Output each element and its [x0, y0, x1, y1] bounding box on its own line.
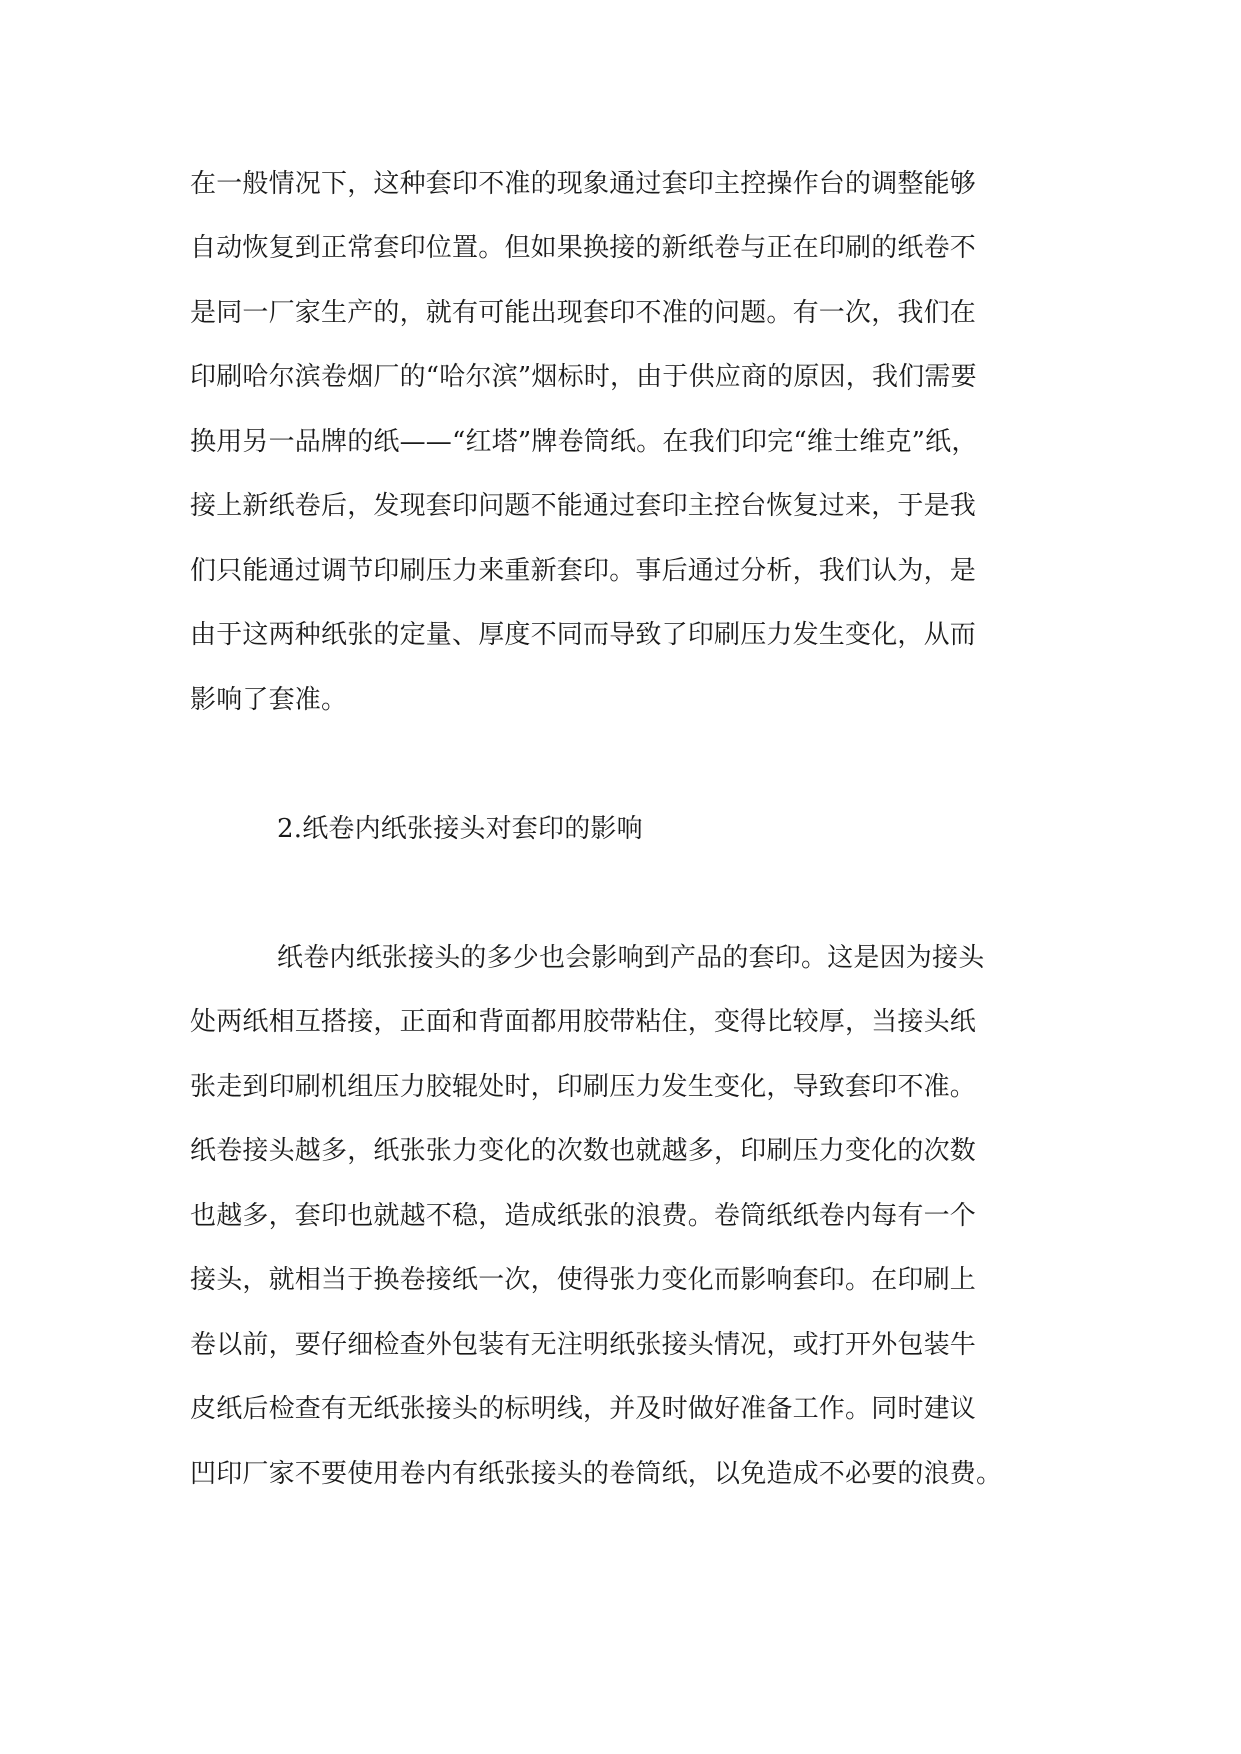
paragraph1-line-3: 是同一厂家生产的，就有可能出现套印不准的问题。有一次，我们在 [190, 298, 977, 328]
paragraph1-line-2: 自动恢复到正常套印位置。但如果换接的新纸卷与正在印刷的纸卷不 [190, 233, 977, 263]
paragraph2-line-4: 纸卷接头越多，纸张张力变化的次数也就越多，印刷压力变化的次数 [190, 1136, 977, 1166]
paragraph2-line-8: 皮纸后检查有无纸张接头的标明线，并及时做好准备工作。同时建议 [190, 1394, 977, 1424]
paragraph2-line-3: 张走到印刷机组压力胶辊处时，印刷压力发生变化，导致套印不准。 [190, 1072, 977, 1102]
paragraph1-line-7: 们只能通过调节印刷压力来重新套印。事后通过分析，我们认为，是 [190, 556, 977, 586]
paragraph1-line-8: 由于这两种纸张的定量、厚度不同而导致了印刷压力发生变化，从而 [190, 620, 977, 650]
paragraph2-line-5: 也越多，套印也就越不稳，造成纸张的浪费。卷筒纸纸卷内每有一个 [190, 1201, 977, 1231]
paragraph1-line-4: 印刷哈尔滨卷烟厂的“哈尔滨”烟标时，由于供应商的原因，我们需要 [190, 362, 977, 392]
paragraph2-line-1: 纸卷内纸张接头的多少也会影响到产品的套印。这是因为接头 [277, 943, 985, 973]
section-heading: 2.纸卷内纸张接头对套印的影响 [277, 814, 643, 844]
paragraph2-line-7: 卷以前，要仔细检查外包装有无注明纸张接头情况，或打开外包装牛 [190, 1330, 977, 1360]
paragraph2-line-9: 凹印厂家不要使用卷内有纸张接头的卷筒纸，以免造成不必要的浪费。 [190, 1459, 1003, 1489]
paragraph2-line-6: 接头，就相当于换卷接纸一次，使得张力变化而影响套印。在印刷上 [190, 1265, 977, 1295]
paragraph1-line-6: 接上新纸卷后，发现套印问题不能通过套印主控台恢复过来，于是我 [190, 491, 977, 521]
paragraph1-line-1: 在一般情况下，这种套印不准的现象通过套印主控操作台的调整能够 [190, 169, 977, 199]
paragraph1-line-9: 影响了套准。 [190, 685, 348, 715]
paragraph1-line-5: 换用另一品牌的纸——“红塔”牌卷筒纸。在我们印完“维士维克”纸， [190, 427, 978, 457]
paragraph2-line-2: 处两纸相互搭接，正面和背面都用胶带粘住，变得比较厚，当接头纸 [190, 1007, 977, 1037]
